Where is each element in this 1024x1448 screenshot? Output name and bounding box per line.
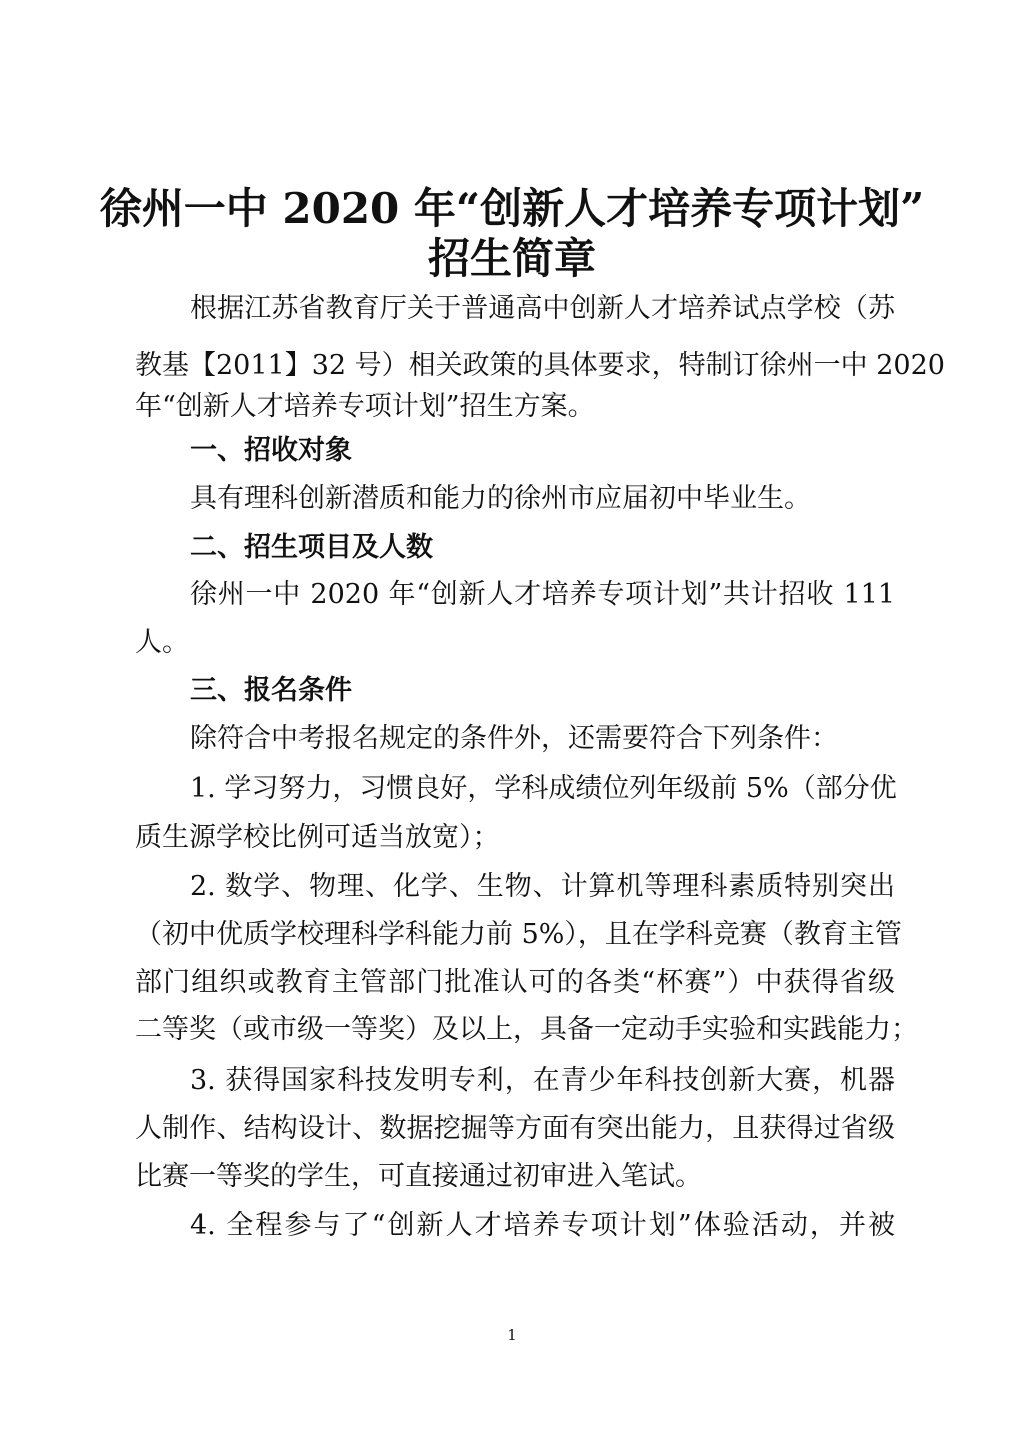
document-title: 徐州一中 2020 年“创新人才培养专项计划” [99, 184, 925, 233]
section3-line-11: 4. 全程参与了“创新人才培养专项计划”体验活动，并被 [190, 1210, 895, 1241]
section3-line-9: 人制作、结构设计、数据挖掘等方面有突出能力，且获得过省级 [135, 1113, 895, 1144]
section2-line-1: 徐州一中 2020 年“创新人才培养专项计划”共计招收 111 [190, 579, 895, 610]
section3-line-7: 二等奖（或市级一等奖）及以上，具备一定动手实验和实践能力； [135, 1014, 918, 1045]
section3-line-8: 3. 获得国家科技发明专利，在青少年科技创新大赛，机器 [190, 1065, 895, 1096]
intro-line-2: 教基【2011】32 号）相关政策的具体要求，特制订徐州一中 2020 [135, 350, 945, 381]
section2-line-2: 人。 [135, 627, 189, 658]
section-heading-2: 二、招生项目及人数 [190, 532, 433, 563]
section-heading-1: 一、招收对象 [190, 435, 352, 466]
section3-line-6: 部门组织或教育主管部门批准认可的各类“杯赛”）中获得省级 [135, 967, 895, 998]
section3-line-3: 质生源学校比例可适当放宽）； [135, 822, 500, 853]
page-number: 1 [507, 1326, 517, 1344]
section-heading-3: 三、报名条件 [190, 675, 352, 706]
section3-line-10: 比赛一等奖的学生，可直接通过初审进入笔试。 [135, 1161, 702, 1192]
section3-line-4: 2. 数学、物理、化学、生物、计算机等理科素质特别突出 [190, 871, 895, 902]
document-subtitle: 招生简章 [427, 234, 596, 283]
intro-line-3: 年“创新人才培养专项计划”招生方案。 [135, 391, 595, 422]
section3-line-1: 除符合中考报名规定的条件外，还需要符合下列条件： [190, 723, 838, 754]
section3-line-2: 1. 学习努力，习惯良好，学科成绩位列年级前 5%（部分优 [190, 773, 897, 804]
intro-line-1: 根据江苏省教育厅关于普通高中创新人才培养试点学校（苏 [190, 293, 895, 324]
section3-line-5: （初中优质学校理科学科能力前 5%），且在学科竞赛（教育主管 [135, 919, 902, 950]
section1-line-1: 具有理科创新潜质和能力的徐州市应届初中毕业生。 [190, 483, 811, 514]
